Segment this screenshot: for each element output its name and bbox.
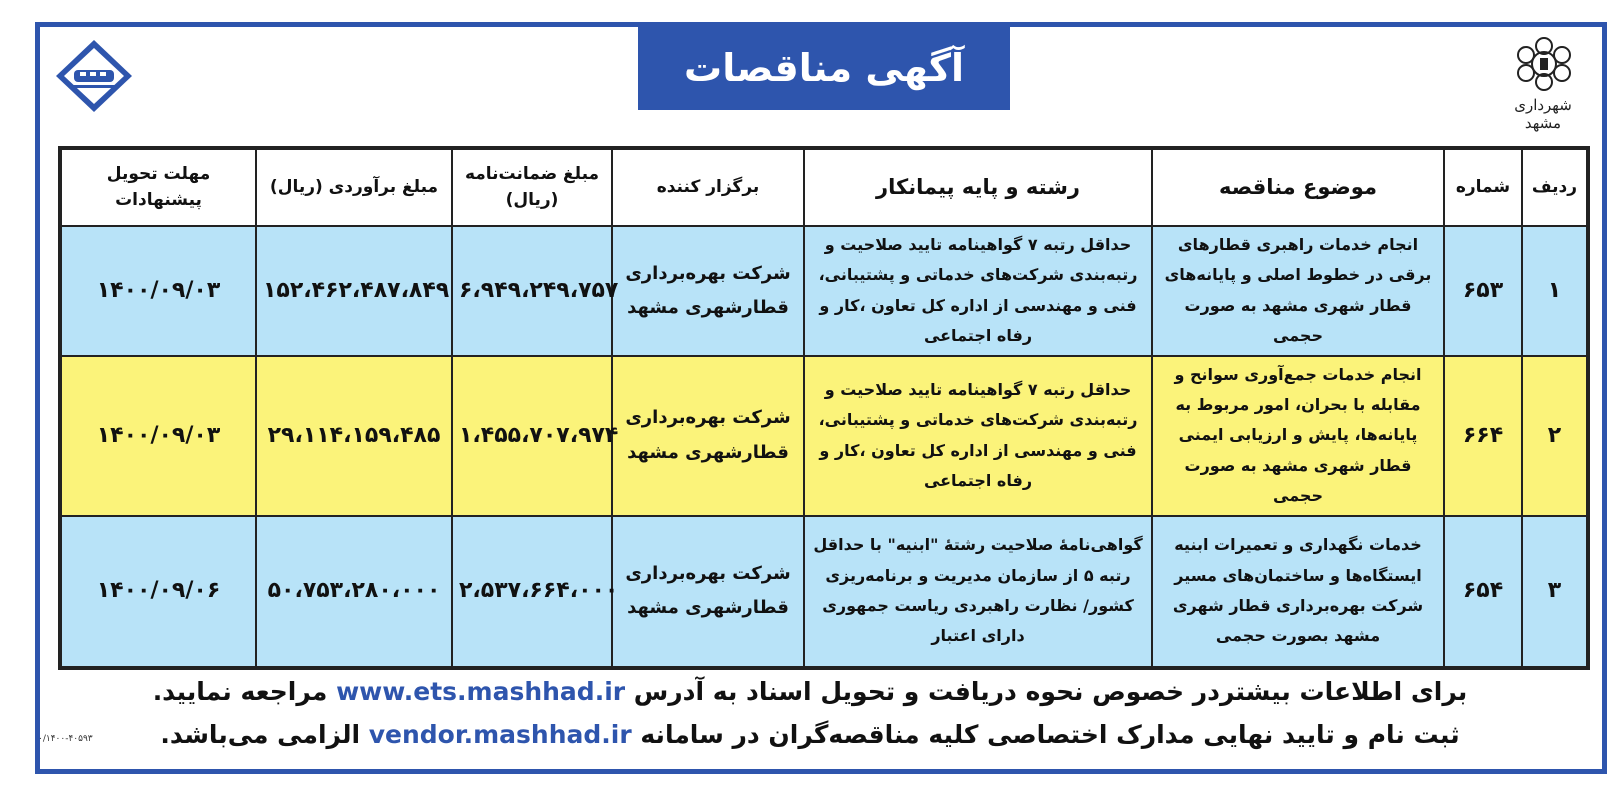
cell-mohlat: ۱۴۰۰/۰۹/۰۶ [60,516,256,668]
cell-baravard: ۲۹،۱۱۴،۱۵۹،۴۸۵ [256,356,452,516]
note-2-after: الزامی می‌باشد. [160,720,369,749]
header-baravard: مبلغ برآوردی (ریال) [256,148,452,226]
header-mohlat [60,148,256,226]
cell-baravard: ۵۰،۷۵۳،۲۸۰،۰۰۰ [256,516,452,668]
vendor-link[interactable]: vendor.mashhad.ir [368,720,632,749]
cell-mozoo: خدمات نگهداری و تعمیرات ابنیه ایستگاه‌ها و ساختمان‌های مسیر شرکت بهره‌برداری قطار شهری مشهد بصورت حجمی [1152,516,1444,668]
cell-radif: ۳ [1522,516,1588,668]
note-2-before: ثبت نام و تایید نهایی مدارک اختصاصی کلیه مناقصه‌گران در سامانه [631,720,1460,749]
cell-shomare: ۶۵۳ [1444,226,1522,356]
table-header-row [60,148,1588,226]
header-mohlat-line2: پیشنهادات [115,189,202,210]
cell-reshte: حداقل رتبه ۷ گواهینامه تایید صلاحیت و رتبه‌بندی شرکت‌های خدماتی و پشتیبانی، فنی و مهندسی از اداره کل تعاون ،کار و رفاه اجتماعی [804,226,1152,356]
municipality-caption: شهرداری مشهد [1514,96,1572,132]
cell-bargozar: شرکت بهره‌برداری قطارشهری مشهد [612,356,804,516]
cell-zemanat: ۶،۹۴۹،۲۴۹،۷۵۷ [452,226,612,356]
header-reshte: رشته و پایه پیمانکار [804,148,1152,226]
tenders-table [58,146,1590,670]
ad-code: ۰/۱۴۰۰-۴۰۵۹۳ [38,734,93,744]
header-radif: ردیف [1522,148,1588,226]
cell-bargozar: شرکت بهره‌برداری قطارشهری مشهد [612,226,804,356]
table-row [60,356,1588,516]
table-row [60,516,1588,668]
cell-reshte: حداقل رتبه ۷ گواهینامه تایید صلاحیت و رتبه‌بندی شرکت‌های خدماتی و پشتیبانی، فنی و مهندسی از اداره کل تعاون ،کار و رفاه اجتماعی [804,356,1152,516]
note-1-after: مراجعه نمایید. [152,677,337,706]
notes [70,670,1550,756]
cell-reshte: گواهی‌نامهٔ صلاحیت رشتهٔ "ابنیه" با حداقل رتبه ۵ از سازمان مدیریت و برنامه‌ریزی کشور/ نظارت راهبردی ریاست جمهوری دارای اعتبار [804,516,1152,668]
header-zemanat-line1: مبلغ ضمانت‌نامه [464,164,600,184]
cell-mozoo: انجام خدمات راهبری قطارهای برقی در خطوط اصلی و پایانه‌های قطار شهری مشهد به صورت حجمی [1152,226,1444,356]
header-zemanat-line2: (ریال) [505,189,559,210]
table-row [60,226,1588,356]
cell-mohlat: ۱۴۰۰/۰۹/۰۳ [60,226,256,356]
header-mohlat-line1: مهلت تحویل [106,164,211,184]
cell-zemanat: ۲،۵۳۷،۶۶۴،۰۰۰ [452,516,612,668]
header-zemanat [452,148,612,226]
metro-logo [52,36,136,116]
cell-mozoo: انجام خدمات جمع‌آوری سوانح و مقابله با بحران، امور مربوط به پایانه‌ها، پایش و ارزیابی ایمنی قطار شهری مشهد به صورت حجمی [1152,356,1444,516]
note-line-2 [70,713,1550,756]
cell-shomare: ۶۶۴ [1444,356,1522,516]
note-line-1 [70,670,1550,713]
cell-radif: ۲ [1522,356,1588,516]
cell-shomare: ۶۵۴ [1444,516,1522,668]
header-bargozar: برگزار کننده [612,148,804,226]
cell-mohlat: ۱۴۰۰/۰۹/۰۳ [60,356,256,516]
page-title: آگهی مناقصات [638,26,1010,110]
cell-bargozar: شرکت بهره‌برداری قطارشهری مشهد [612,516,804,668]
ets-link[interactable]: www.ets.mashhad.ir [336,677,626,706]
cell-radif: ۱ [1522,226,1588,356]
cell-zemanat: ۱،۴۵۵،۷۰۷،۹۷۴ [452,356,612,516]
cell-baravard: ۱۵۲،۴۶۲،۴۸۷،۸۴۹ [256,226,452,356]
header-mozoo: موضوع مناقصه [1152,148,1444,226]
note-1-before: برای اطلاعات بیشتردر خصوص نحوه دریافت و تحویل اسناد به آدرس [625,677,1468,706]
header-shomare: شماره [1444,148,1522,226]
